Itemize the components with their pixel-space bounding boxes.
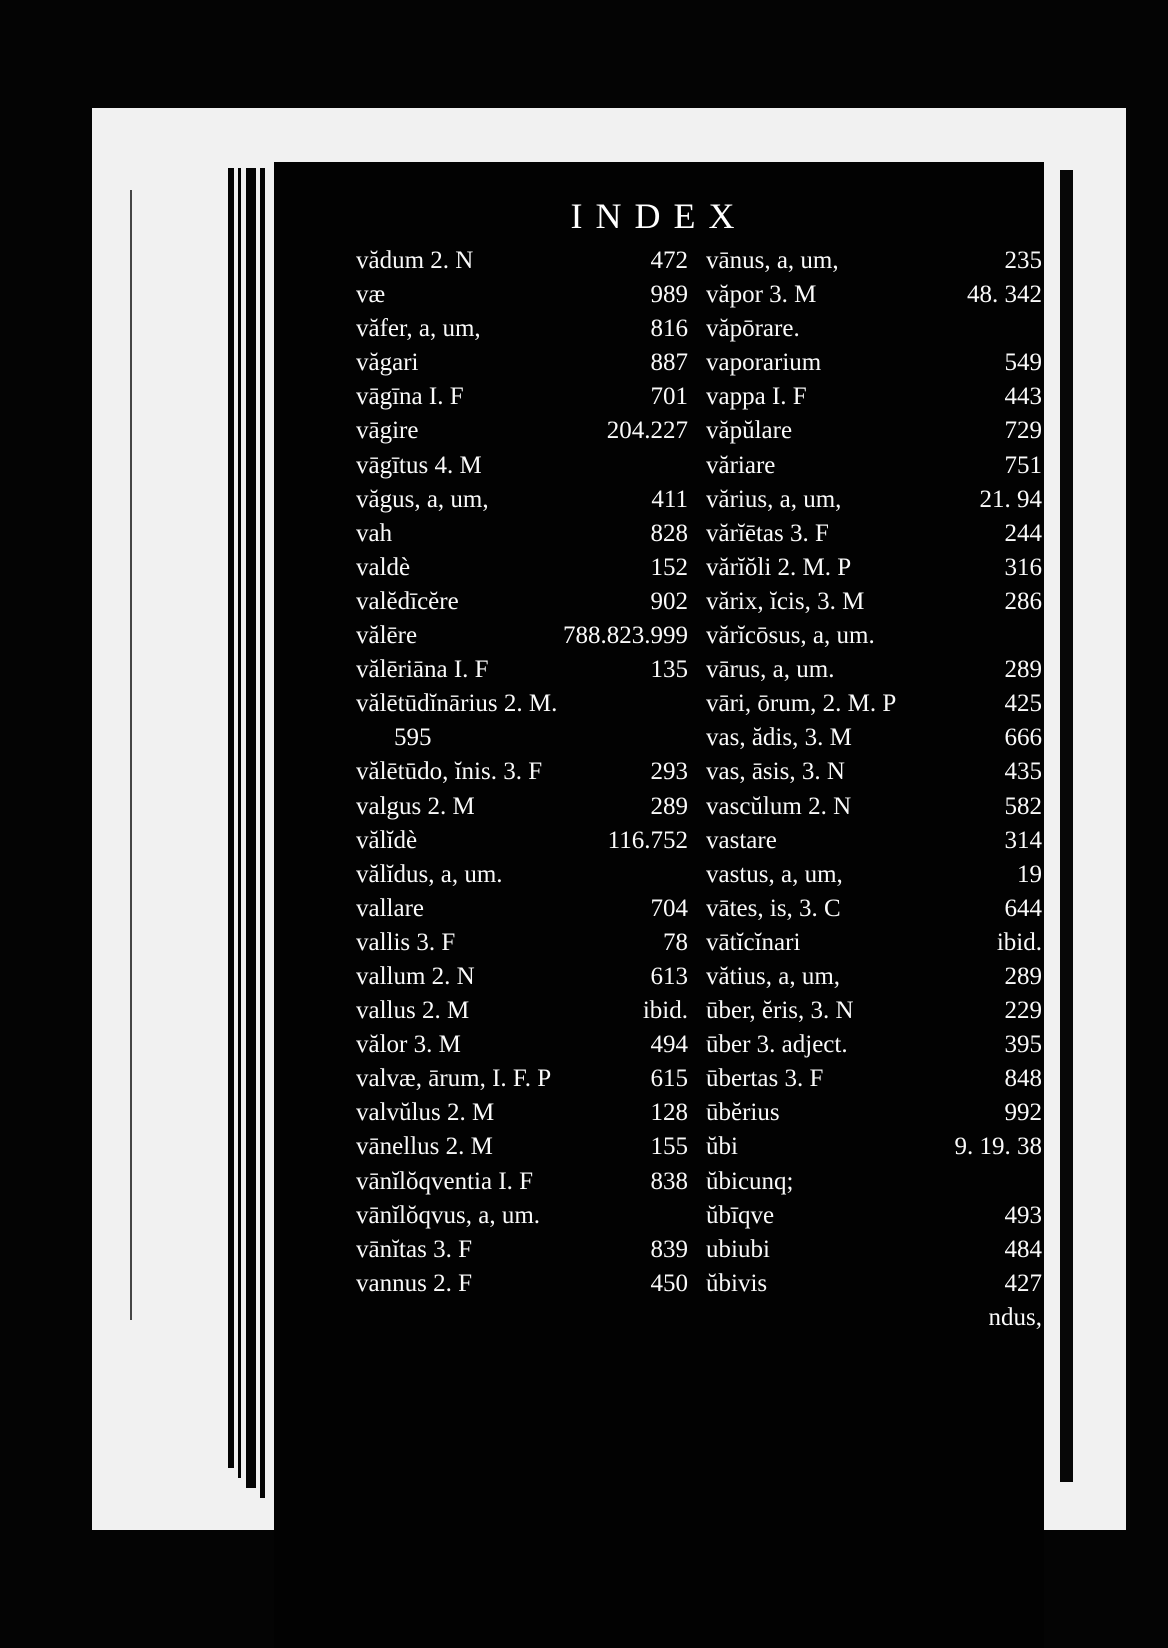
index-term: vărĭcōsus, a, um.	[706, 622, 875, 650]
index-term: ūbertas 3. F	[706, 1065, 824, 1093]
index-term: vărius, a, um,	[706, 485, 842, 513]
index-entry	[356, 1062, 688, 1096]
index-term: vānĭtas 3. F	[356, 1235, 472, 1263]
index-reference: 21. 94	[979, 485, 1042, 513]
index-reference: 289	[1004, 962, 1042, 990]
index-reference: 828	[650, 519, 688, 547]
index-entry	[356, 551, 688, 585]
index-entry	[706, 517, 1042, 551]
index-entry	[706, 892, 1042, 926]
index-entry	[356, 312, 688, 346]
index-reference: 992	[1004, 1099, 1042, 1127]
index-term: văriare	[706, 451, 776, 479]
index-entry	[356, 244, 688, 278]
index-term: vārus, a, um.	[706, 656, 835, 684]
index-term: valvæ, ārum, I. F. P	[356, 1065, 552, 1093]
index-reference: 729	[1004, 417, 1042, 445]
index-entry	[706, 380, 1042, 414]
index-term: vāri, ōrum, 2. M. P	[706, 690, 897, 718]
index-term: væ	[356, 281, 386, 309]
index-entry	[356, 1199, 688, 1233]
index-reference: 204.227	[606, 417, 688, 445]
index-entry	[706, 1130, 1042, 1164]
index-term: vallus 2. M	[356, 997, 470, 1025]
index-reference: ndus,	[988, 1303, 1042, 1331]
index-entry	[706, 346, 1042, 380]
index-reference: 427	[1004, 1269, 1042, 1297]
index-entry	[706, 687, 1042, 721]
index-term: vaporarium	[706, 349, 822, 377]
index-entry	[706, 1096, 1042, 1130]
index-reference: 395	[1004, 1031, 1042, 1059]
index-term: vānĭlŏqvus, a, um.	[356, 1201, 541, 1229]
index-reference: 9. 19. 38	[954, 1133, 1042, 1161]
index-entry	[706, 1062, 1042, 1096]
index-term: vas, āsis, 3. N	[706, 758, 845, 786]
index-reference: 613	[650, 962, 688, 990]
index-entry	[706, 994, 1042, 1028]
index-term: vappa I. F	[706, 383, 807, 411]
index-reference: 286	[1004, 587, 1042, 615]
index-entry	[706, 824, 1042, 858]
index-entry	[706, 278, 1042, 312]
index-term: vălĭdus, a, um.	[356, 860, 503, 888]
index-entry	[706, 960, 1042, 994]
index-entry	[356, 517, 688, 551]
index-entry	[356, 483, 688, 517]
index-entry	[356, 449, 688, 483]
index-term: ŭbi	[706, 1133, 738, 1161]
index-term: văfer, a, um,	[356, 315, 481, 343]
index-entry	[706, 244, 1042, 278]
index-term: vărix, ĭcis, 3. M	[706, 587, 865, 615]
index-entry	[356, 1165, 688, 1199]
index-entry	[356, 824, 688, 858]
index-reference: 289	[1004, 656, 1042, 684]
index-reference: 839	[650, 1235, 688, 1263]
binding-edge	[228, 168, 276, 1648]
index-entry	[356, 1130, 688, 1164]
mount-edge	[130, 190, 132, 1320]
index-entry	[706, 755, 1042, 789]
index-entry	[706, 619, 1042, 653]
index-term: vāgire	[356, 417, 419, 445]
index-entry	[706, 483, 1042, 517]
index-entry	[706, 1267, 1042, 1301]
index-entry	[706, 721, 1042, 755]
index-term: vannus 2. F	[356, 1269, 472, 1297]
index-reference: 989	[650, 281, 688, 309]
index-reference: 235	[1004, 247, 1042, 274]
index-entry	[356, 653, 688, 687]
index-entry	[706, 312, 1042, 346]
index-term: ŭbivis	[706, 1269, 768, 1297]
index-term: vălĭdè	[356, 826, 418, 854]
index-term: vātes, is, 3. C	[706, 894, 841, 922]
index-term: valdè	[356, 553, 411, 581]
index-entry	[356, 1233, 688, 1267]
index-reference: 494	[650, 1031, 688, 1059]
index-term: vānus, a, um,	[706, 247, 839, 274]
index-entry	[706, 790, 1042, 824]
index-term: vallis 3. F	[356, 928, 456, 956]
index-term: vălētūdĭnārius 2. M.	[356, 690, 558, 718]
index-reference: 838	[650, 1167, 688, 1195]
index-reference: 615	[650, 1065, 688, 1093]
index-term: vātĭcĭnari	[706, 928, 801, 956]
index-reference: 666	[1004, 724, 1042, 752]
index-reference: 78	[663, 928, 688, 956]
index-reference: 116.752	[607, 826, 688, 854]
index-reference: 289	[650, 792, 688, 820]
index-reference: 902	[650, 587, 688, 615]
index-entry	[356, 414, 688, 448]
index-reference: 135	[650, 656, 688, 684]
index-entry	[356, 687, 688, 721]
index-reference: ibid.	[996, 928, 1042, 956]
index-term: văpŭlare	[706, 417, 793, 445]
index-entry	[356, 585, 688, 619]
index-entry	[356, 960, 688, 994]
index-entry	[356, 1267, 688, 1301]
index-entry	[356, 994, 688, 1028]
index-reference: 751	[1004, 451, 1042, 479]
index-term: vānĭlŏqventia I. F	[356, 1167, 534, 1195]
index-entry	[706, 653, 1042, 687]
index-entry	[356, 926, 688, 960]
index-entry	[706, 449, 1042, 483]
index-reference: 582	[1004, 792, 1042, 820]
index-entry	[356, 346, 688, 380]
index-entry	[356, 892, 688, 926]
index-reference: 549	[1004, 349, 1042, 377]
index-term: vallare	[356, 894, 425, 922]
index-term: vascŭlum 2. N	[706, 792, 852, 820]
index-reference: 848	[1004, 1065, 1042, 1093]
page-title: INDEX	[570, 196, 748, 236]
index-term: ūber, ĕris, 3. N	[706, 997, 854, 1025]
index-term: valgus 2. M	[356, 792, 475, 820]
index-entry	[706, 585, 1042, 619]
index-entry	[706, 1165, 1042, 1199]
page-edge-right	[1060, 170, 1073, 1482]
index-entry	[356, 380, 688, 414]
index-term: vădum 2. N	[356, 247, 474, 274]
index-term: vărĭŏli 2. M. P	[706, 553, 852, 581]
index-term: vărĭētas 3. F	[706, 519, 829, 547]
index-term: vălor 3. M	[356, 1031, 461, 1059]
index-term: ūber 3. adject.	[706, 1031, 848, 1059]
index-term: vălēriāna I. F	[356, 656, 489, 684]
index-term: vallum 2. N	[356, 962, 475, 990]
index-term: vas, ădis, 3. M	[706, 724, 852, 752]
index-reference: ibid.	[642, 997, 688, 1025]
index-term: vāgītus 4. M	[356, 451, 482, 479]
index-reference: 704	[650, 894, 688, 922]
index-reference: 152	[650, 553, 688, 581]
index-entry	[356, 790, 688, 824]
index-reference: 316	[1004, 553, 1042, 581]
index-term: vastus, a, um,	[706, 860, 843, 888]
index-column-right	[706, 244, 1042, 1335]
index-term: ūbĕrius	[706, 1099, 780, 1127]
index-term: vătius, a, um,	[706, 962, 841, 990]
index-term: ubiubi	[706, 1235, 770, 1263]
index-reference: 887	[650, 349, 688, 377]
index-entry	[356, 278, 688, 312]
index-entry	[706, 551, 1042, 585]
index-reference: 493	[1004, 1201, 1042, 1229]
index-reference: 450	[650, 1269, 688, 1297]
index-term: vălētūdo, ĭnis. 3. F	[356, 758, 543, 786]
index-reference: 644	[1004, 894, 1042, 922]
index-reference: 128	[650, 1099, 688, 1127]
index-entry	[706, 1301, 1042, 1335]
index-entry	[706, 414, 1042, 448]
index-term: văgari	[356, 349, 419, 377]
index-reference: 472	[650, 247, 688, 274]
index-term: valvŭlus 2. M	[356, 1099, 495, 1127]
index-reference: 443	[1004, 383, 1042, 411]
index-entry	[706, 1028, 1042, 1062]
index-term: vāgīna I. F	[356, 383, 464, 411]
index-term: ŭbicunq;	[706, 1167, 794, 1195]
index-page	[274, 162, 1044, 1648]
index-entry	[706, 1199, 1042, 1233]
index-entry	[706, 858, 1042, 892]
index-column-left	[356, 244, 688, 1301]
index-term: vānellus 2. M	[356, 1133, 493, 1161]
index-entry	[356, 721, 688, 755]
index-entry	[356, 619, 688, 653]
index-reference: 816	[650, 315, 688, 343]
index-entry	[706, 1233, 1042, 1267]
index-reference: 293	[650, 758, 688, 786]
index-reference: 244	[1004, 519, 1042, 547]
index-reference: 425	[1004, 690, 1042, 718]
index-term: văpōrare.	[706, 315, 800, 343]
index-reference: 19	[1017, 860, 1042, 888]
index-term: ŭbīqve	[706, 1201, 775, 1229]
index-entry	[356, 1096, 688, 1130]
index-reference: 701	[650, 383, 688, 411]
index-term: vah	[356, 519, 393, 547]
index-entry	[356, 755, 688, 789]
index-term: 595	[394, 724, 432, 752]
index-term: vastare	[706, 826, 777, 854]
index-term: vălēre	[356, 622, 418, 650]
index-reference: 788.823.999	[563, 622, 688, 650]
index-reference: 484	[1004, 1235, 1042, 1263]
index-reference: 435	[1004, 758, 1042, 786]
index-entry	[706, 926, 1042, 960]
index-reference: 155	[650, 1133, 688, 1161]
index-term: văpor 3. M	[706, 281, 817, 309]
index-reference: 229	[1004, 997, 1042, 1025]
index-reference: 48. 342	[967, 281, 1042, 309]
index-entry	[356, 1028, 688, 1062]
index-reference: 314	[1004, 826, 1042, 854]
index-term: valĕdīcĕre	[356, 587, 459, 615]
index-term: văgus, a, um,	[356, 485, 489, 513]
index-entry	[356, 858, 688, 892]
index-reference: 411	[651, 485, 688, 513]
